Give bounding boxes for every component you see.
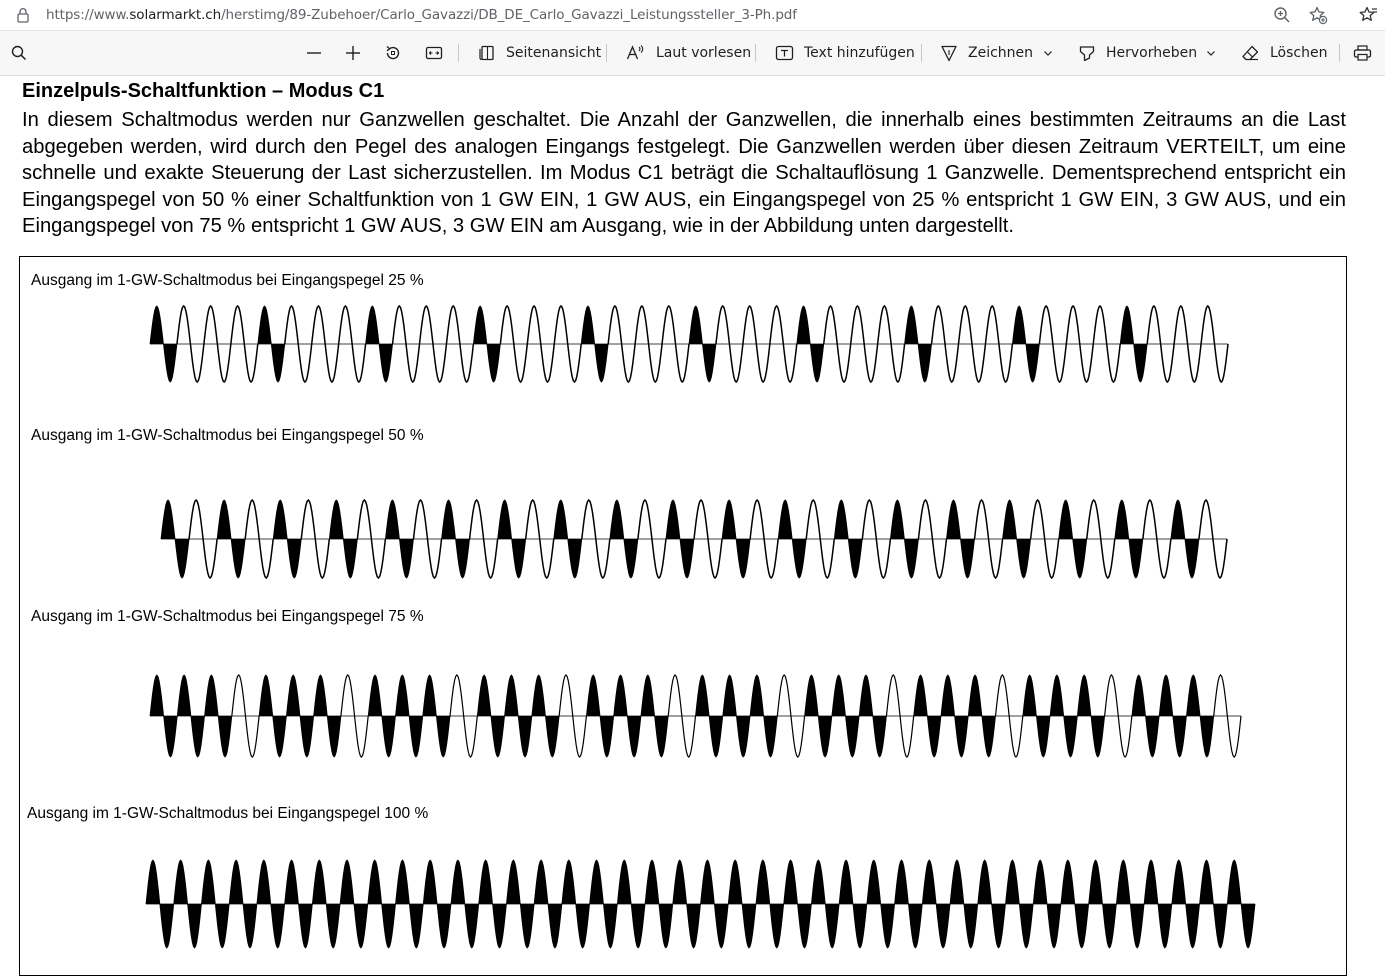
conducting-full-wave [922,860,950,948]
waveform-figure [19,256,1347,976]
conducting-full-wave [1033,860,1061,948]
conducting-full-wave [895,860,923,948]
conducting-full-wave [728,860,756,948]
section-paragraph: In diesem Schaltmodus werden nur Ganzwellen geschaltet. Die Anzahl der Ganzwellen, die innerhalb eines bestimmten Zeitraums an die Last abgegeben werden, wird durch den Pegel des analogen Eingangs festgelegt. Die Ganzwellen werden über diesen Zeitraum VERTEILT, um eine schnelle und exakte Steuerung der Last sicherzustellen. Im Modus C1 beträgt die Schaltauflösung 1 Ganzwelle. Dementsprechend entspricht ein Eingangspegel von 50 % einer Schaltfunktion von 1 GW EIN, 1 GW AUS, ein Eingangspegel von 25 % entspricht 1 GW EIN, 3 GW AUS, und ein Eingangspegel von 75 % entspricht 1 GW AUS, 3 GW EIN am Ausgang, wie in der Abbildung unten dargestellt. [22,109,1346,237]
zoom-in-button[interactable] [344,31,362,75]
page-view-label: Seitenansicht [506,45,602,61]
conducting-full-wave [867,860,895,948]
conducting-full-wave [534,860,562,948]
conducting-full-wave [756,860,784,948]
conducting-full-wave [396,860,424,948]
minus-icon [305,44,323,62]
zoom-icon[interactable] [1272,5,1292,25]
waveform-100-percent [20,257,1348,977]
conducting-full-wave [423,860,451,948]
zoom-out-button[interactable] [305,31,323,75]
pdf-page [0,76,1385,959]
page-view-icon [478,44,496,62]
conducting-full-wave [1116,860,1144,948]
erase-label: Löschen [1270,45,1328,61]
conducting-full-wave [978,860,1006,948]
waveform-label-25: Ausgang im 1-GW-Schaltmodus bei Eingangspegel 25 % [31,272,424,289]
conducting-full-wave [201,860,229,948]
conducting-full-wave [1061,860,1089,948]
conducting-full-wave [673,860,701,948]
draw-label: Zeichnen [968,45,1034,61]
toolbar-separator [921,44,922,62]
draw-button[interactable] [940,31,1033,75]
conducting-full-wave [617,860,645,948]
toolbar-separator [1339,44,1340,62]
waveform-label-50: Ausgang im 1-GW-Schaltmodus bei Eingangspegel 50 % [31,427,424,444]
conducting-full-wave [811,860,839,948]
conducting-full-wave [1200,860,1228,948]
conducting-full-wave [1144,860,1172,948]
conducting-full-wave [479,860,507,948]
url-prefix: https://www. [46,7,130,23]
draw-options-dropdown[interactable] [1042,31,1054,75]
draw-pen-icon [940,44,958,62]
rotate-icon [384,44,402,62]
search-icon [10,44,28,62]
add-text-button[interactable] [775,31,915,75]
read-aloud-icon [626,44,646,62]
conducting-full-wave [645,860,673,948]
conducting-full-wave [701,860,729,948]
url-path: /herstimg/89-Zubehoer/Carlo_Gavazzi/DB_DE_Carlo_Gavazzi_Leistungssteller_3-Ph.pdf [221,7,797,23]
highlight-label: Hervorheben [1106,45,1198,61]
conducting-full-wave [562,860,590,948]
highlighter-icon [1078,44,1096,62]
address-bar [0,0,1385,31]
page-view-button[interactable] [478,31,601,75]
conducting-full-wave [784,860,812,948]
conducting-full-wave [229,860,257,948]
conducting-full-wave [146,860,174,948]
toolbar-separator [458,44,459,62]
rotate-button[interactable] [384,31,402,75]
plus-icon [344,44,362,62]
print-icon [1353,44,1372,62]
text-box-icon [775,44,794,62]
conducting-full-wave [1227,860,1255,948]
conducting-full-wave [174,860,202,948]
pdf-toolbar [0,31,1385,76]
conducting-full-wave [506,860,534,948]
conducting-full-wave [312,860,340,948]
conducting-full-wave [1089,860,1117,948]
read-aloud-button[interactable] [626,31,751,75]
erase-button[interactable] [1241,31,1327,75]
add-text-label: Text hinzufügen [804,45,915,61]
chevron-down-icon [1205,47,1217,59]
highlight-button[interactable] [1078,31,1197,75]
toolbar-separator [755,44,756,62]
fit-width-button[interactable] [425,31,443,75]
eraser-icon [1241,44,1260,62]
print-button[interactable] [1353,31,1372,75]
conducting-full-wave [451,860,479,948]
conducting-full-wave [285,860,313,948]
highlight-options-dropdown[interactable] [1205,31,1217,75]
url-text[interactable] [46,7,797,23]
waveform-label-100: Ausgang im 1-GW-Schaltmodus bei Eingangspegel 100 % [27,805,429,822]
conducting-full-wave [1172,860,1200,948]
conducting-full-wave [1005,860,1033,948]
find-button[interactable] [10,31,28,75]
conducting-full-wave [839,860,867,948]
conducting-full-wave [950,860,978,948]
favorites-icon[interactable] [1358,5,1378,25]
fit-width-icon [425,44,443,62]
read-aloud-label: Laut vorlesen [656,45,752,61]
toolbar-separator [606,44,607,62]
lock-icon[interactable] [14,6,32,24]
waveform-label-75: Ausgang im 1-GW-Schaltmodus bei Eingangspegel 75 % [31,608,424,625]
url-host: solarmarkt.ch [129,7,222,23]
section-heading: Einzelpuls-Schaltfunktion – Modus C1 [22,80,385,102]
conducting-full-wave [257,860,285,948]
conducting-full-wave [340,860,368,948]
conducting-full-wave [368,860,396,948]
add-favorite-icon[interactable] [1308,5,1328,25]
conducting-full-wave [590,860,618,948]
chevron-down-icon [1042,47,1054,59]
